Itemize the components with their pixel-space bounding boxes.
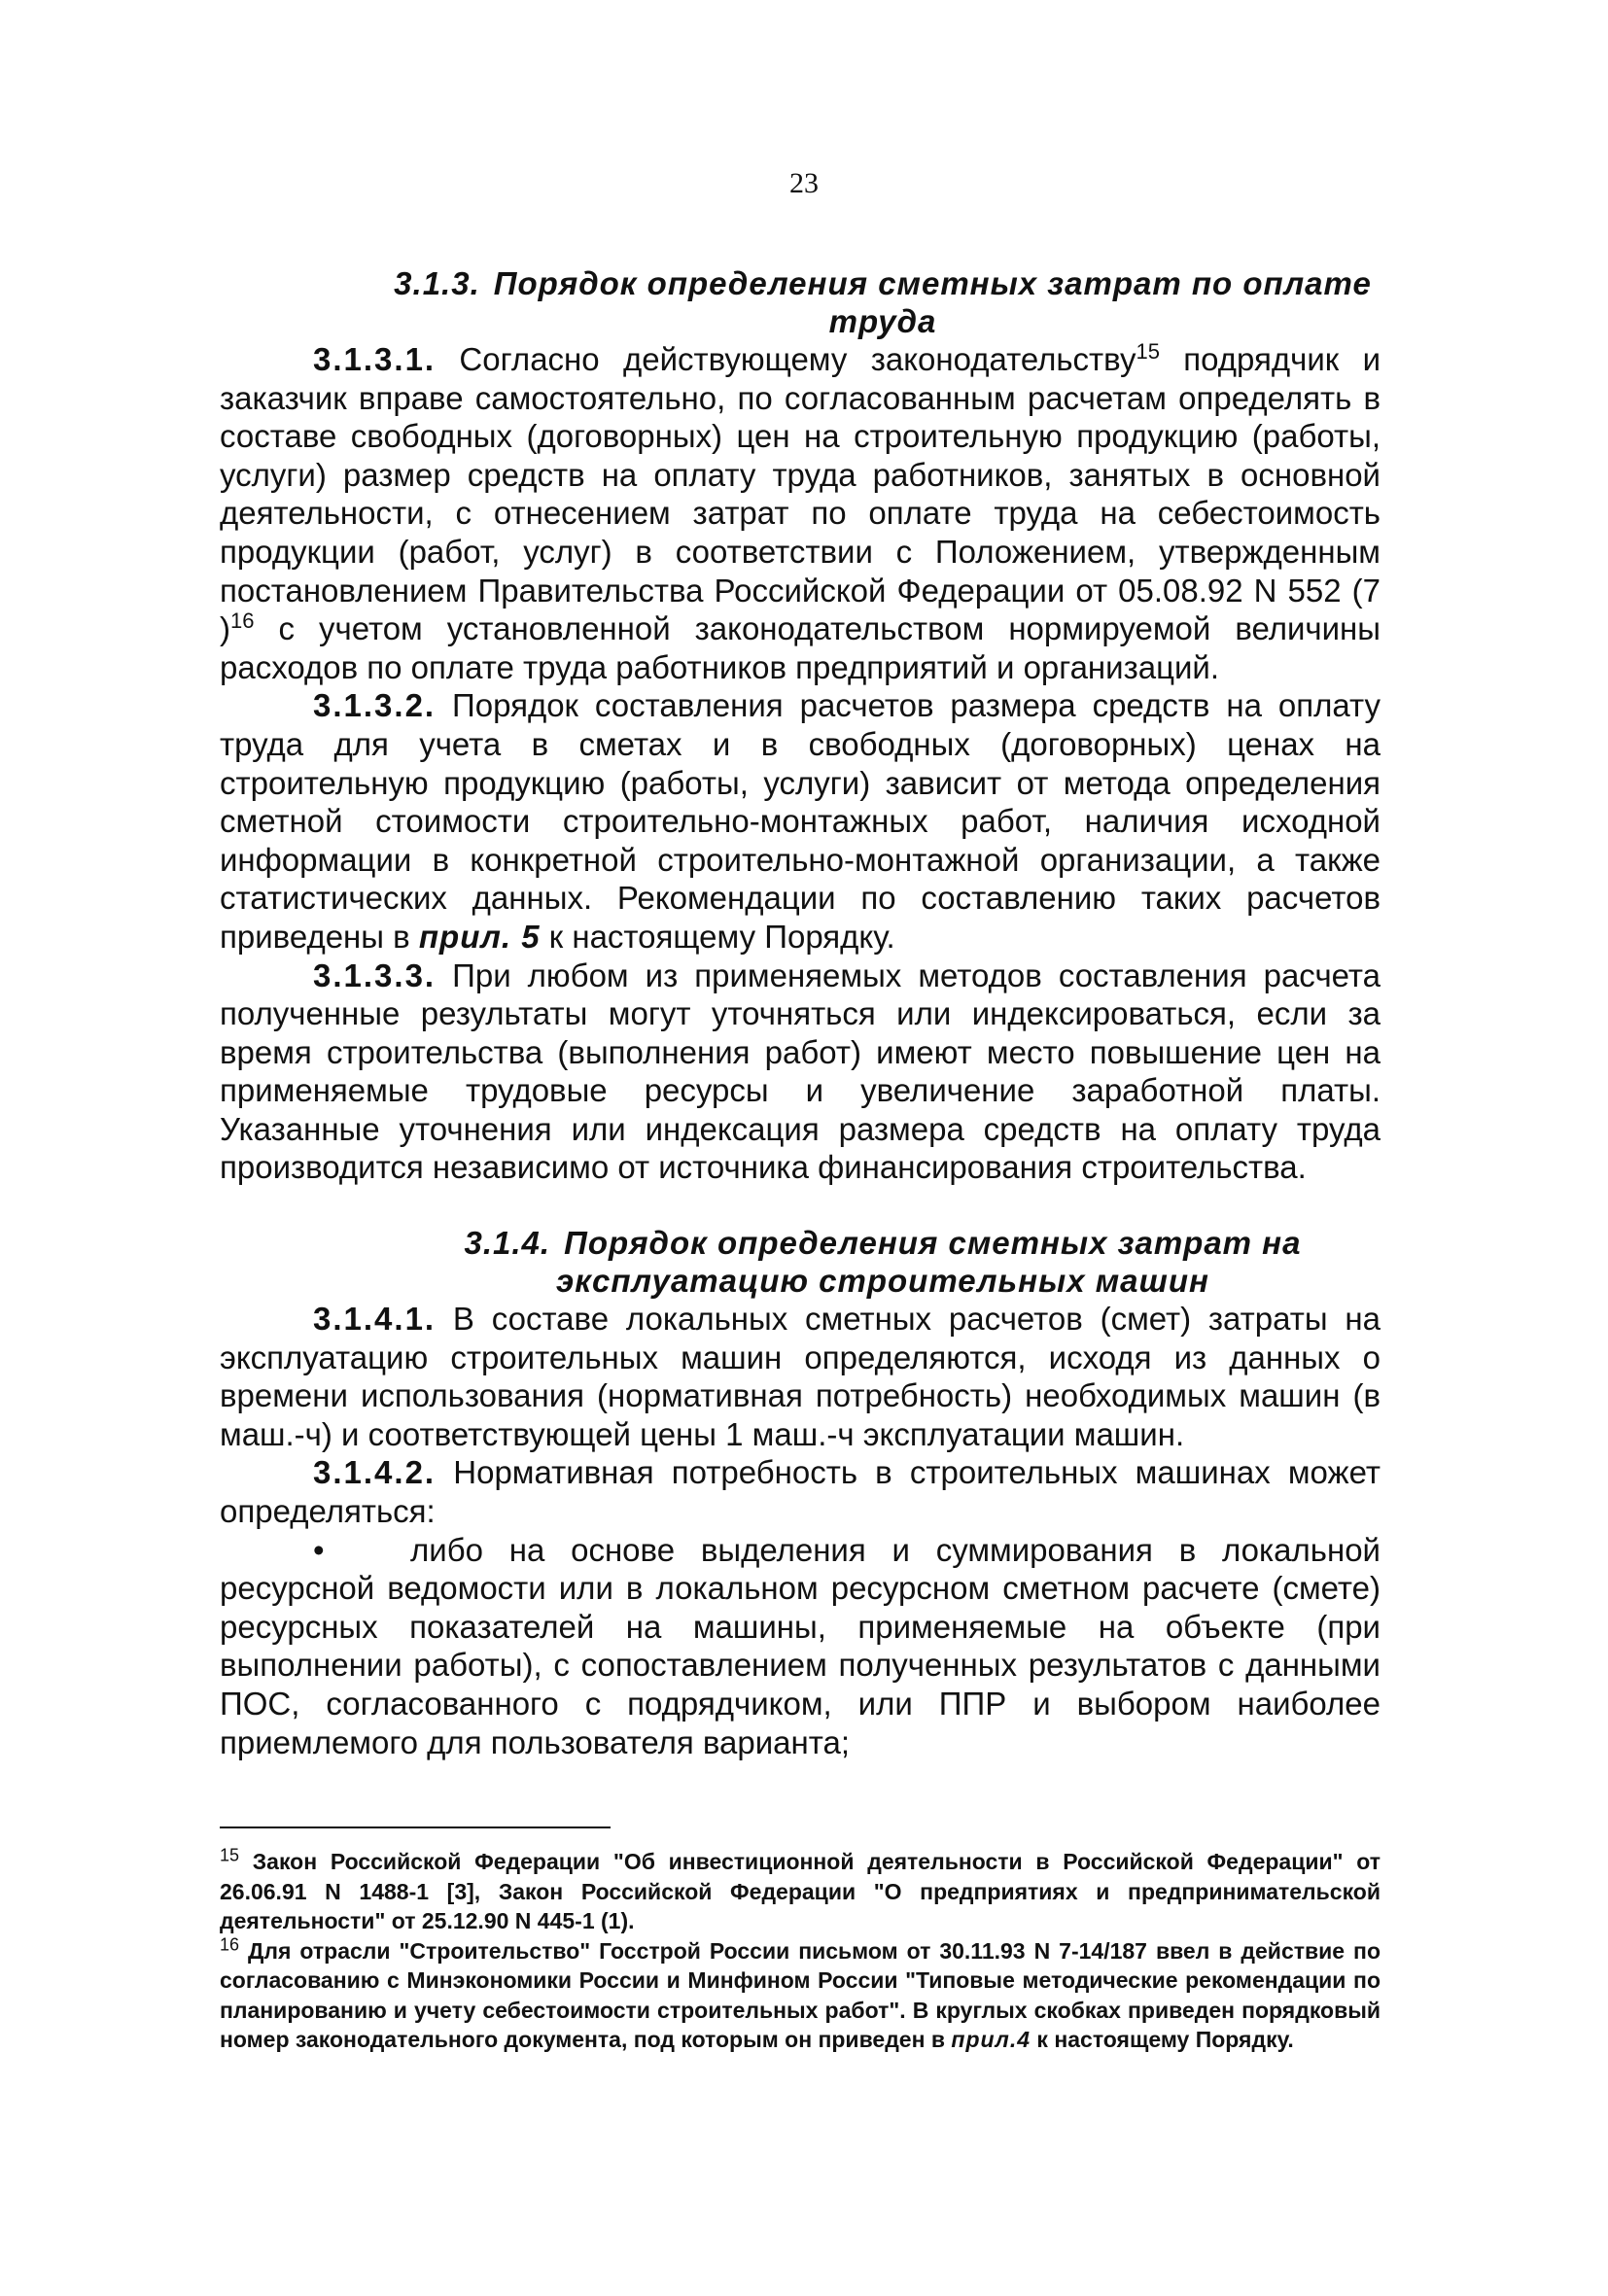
section-number: 3.1.4. [464,1225,551,1262]
paragraph-3-1-4-1 [220,1300,1381,1453]
clause-number: 3.1.4.2. [313,1454,437,1491]
paragraph-text: подрядчик и заказчик вправе самостоятельно, по согласованным расчетам определять в составе свободных (договорных) цен на строительную продукцию (работы, услуги) размер средств на оплату труда работников, занятых в основной деятельности, с отнесением затрат по оплате труда на себестоимость продукции (работ, услуг) в соответствии с Положением, утвержденным постановлением Правительства Российской Федерации от 05.08.92 N 552 (7 ) [220,341,1381,647]
paragraph-text: Нормативная потребность в строительных машинах может определяться: [220,1454,1381,1530]
footnote-text: Для отрасли "Строительство" Госстрой России письмом от 30.11.93 N 7-14/187 ввел в действие по согласованию с Минэкономики России и Минфином России "Типовые методические рекомендации по планированию и учету себестоимости строительных работ". В круглых скобках приведен порядковый номер законодательного документа, под которым он приведен в [220,1937,1381,2052]
footnote-text: к настоящему Порядку. [1031,2027,1294,2052]
footnotes [220,1847,1381,2055]
section-gap [220,1187,1381,1224]
paragraph-text: с учетом установленной законодательством нормируемой величины расходов по оплате труда работников предприятий и организаций. [220,610,1381,685]
paragraph-text: Согласно действующему законодательству [436,341,1136,377]
footnote-marker: 15 [1136,339,1160,364]
section-heading-3-1-3 [385,264,1381,340]
clause-number: 3.1.4.1. [313,1301,437,1338]
bullet-icon: • [313,1531,325,1568]
page-body [220,264,1381,1761]
footnote-16 [220,1933,1381,2055]
footnote-number: 15 [220,1845,240,1865]
clause-number: 3.1.3.2. [313,687,437,724]
paragraph-3-1-3-3 [220,957,1381,1188]
clause-number: 3.1.3.1. [313,341,437,377]
paragraph-text: В составе локальных сметных расчетов (смет) затраты на эксплуатацию строительных машин определяются, исходя из данных о времени использования (нормативная потребность) необходимых машин (в маш.-ч) и соответствующей цены 1 маш.-ч эксплуатации машин. [220,1301,1381,1452]
page-number: 23 [789,167,819,199]
appendix-reference: прил. 5 [418,918,541,955]
paragraph-text: При любом из применяемых методов составления расчета полученные результаты могут уточняться или индексироваться, если за время строительства (выполнения работ) имеют место повышение цен на применяемые трудовые ресурсы и увеличение заработной платы. Указанные уточнения или индексация размера средств на оплату труда производится независимо от источника финансирования строительства. [220,957,1381,1186]
footnote-text: Закон Российской Федерации "Об инвестиционной деятельности в Российской Федерации" от 26.06.91 N 1488-1 [3], Закон Российской Федерации "О предприятиях и предпринимательской деятельности" от 25.12.90 N 445-1 (1). [220,1849,1381,1933]
paragraph-text: Порядок составления расчетов размера средств на оплату труда для учета в сметах и в свободных (договорных) ценах на строительную продукцию (работы, услуги) зависит от метода определения сметной стоимости строительно-монтажных работ, наличия исходной информации в конкретной строительно-монтажной организации, а также статистических данных. Рекомендации по составлению таких расчетов приведены в [220,687,1381,955]
footnote-15 [220,1847,1381,1936]
section-number: 3.1.3. [394,265,480,301]
bullet-text: либо на основе выделения и суммирования в локальной ресурсной ведомости или в локальном ресурсном сметном расчете (смете) ресурсных показателей на машины, применяемые на объекте (при выполнении работы), с сопоставлением полученных результатов с данными ПОС, согласованного с подрядчиком, или ППР и выбором наиболее приемлемого для пользователя варианта; [220,1531,1381,1760]
footnote-number: 16 [220,1933,240,1954]
paragraph-text: к настоящему Порядку. [540,918,895,955]
footnote-divider [220,1826,611,1828]
appendix-reference: прил.4 [951,2027,1031,2052]
bullet-item [220,1531,1381,1762]
section-title: Порядок определения сметных затрат по оплате труда [493,265,1372,339]
footnote-marker: 16 [230,609,255,634]
paragraph-3-1-4-2 [220,1453,1381,1530]
section-title: Порядок определения сметных затрат на эксплуатацию строительных машин [556,1225,1302,1300]
clause-number: 3.1.3.3. [313,957,437,993]
paragraph-3-1-3-2 [220,686,1381,956]
paragraph-3-1-3-1 [220,340,1381,686]
section-heading-3-1-4 [385,1224,1381,1300]
